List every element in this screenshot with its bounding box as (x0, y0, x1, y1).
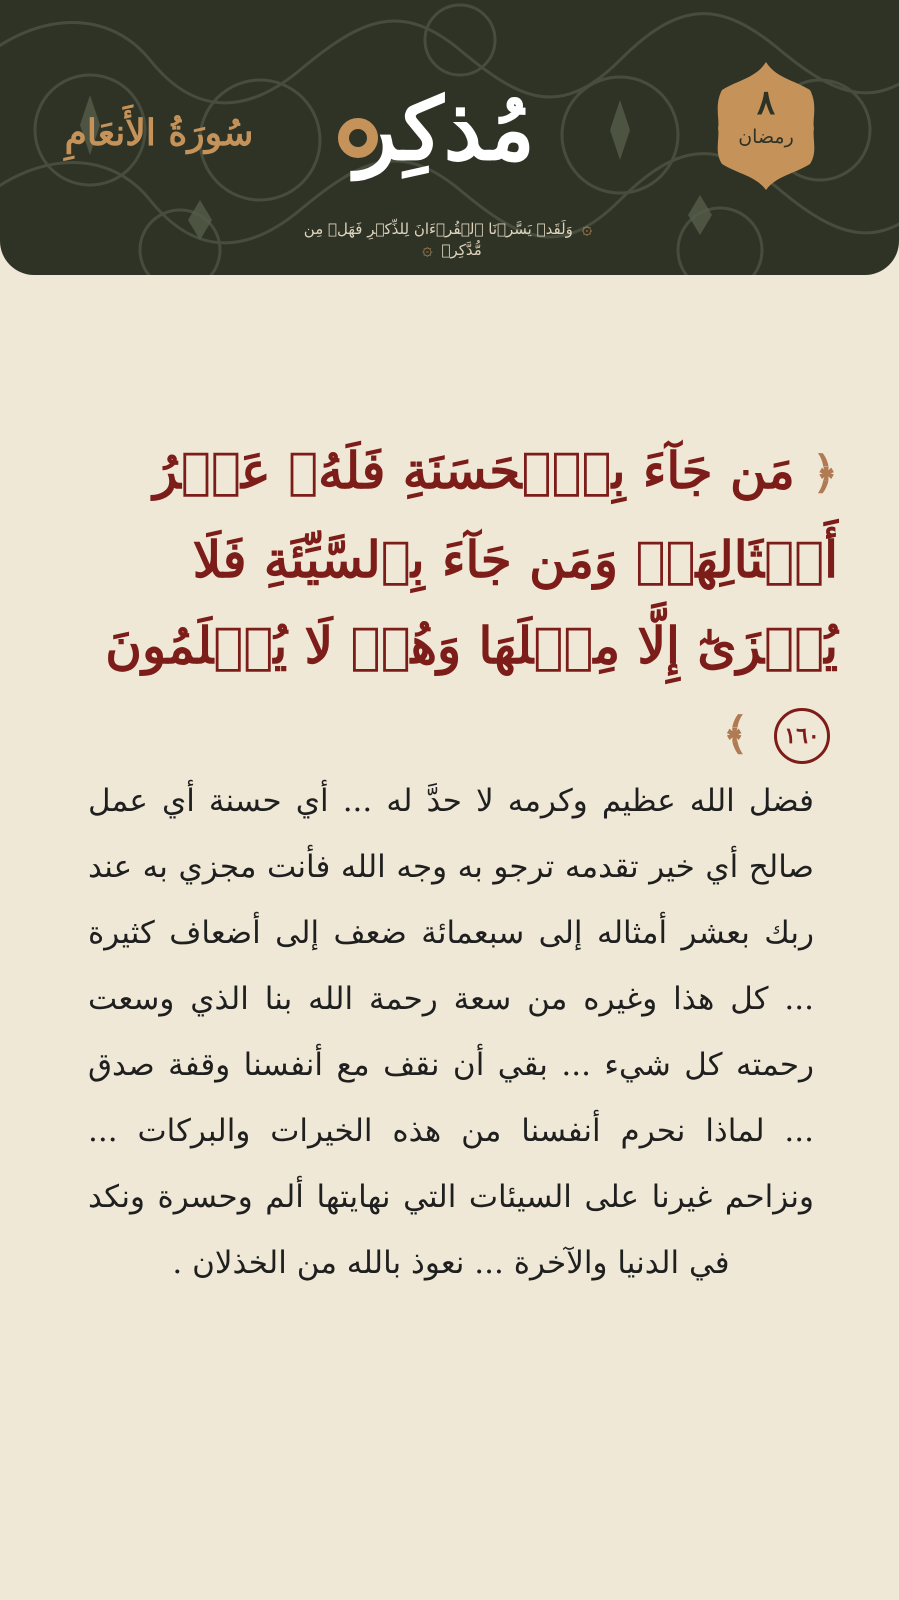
tagline-ornament-left: ۞ (422, 239, 433, 260)
verse-text: مَن جَآءَ بِٱلۡحَسَنَةِ فَلَهُۥ عَشۡرُ أَمۡثَالِهَاۖ وَمَن جَآءَ بِٱلسَّيِّئَةِ فَلَا يُجۡزَىٰٓ إِلَّا مِثۡلَهَا وَهُمۡ لَا يُظۡلَمُونَ (105, 441, 838, 675)
ramadan-day-badge (714, 60, 818, 192)
day-number: ٨ (756, 83, 776, 123)
commentary-text: فضل الله عظيم وكرمه لا حدَّ له ... أي حسنة أي عمل صالح أي خير تقدمه ترجو به وجه الله فأنت مجزي به عند ربك بعشر أمثاله إلى سبعمائة ضعف إلى أضعاف كثيرة ... كل هذا وغيره من سعة رحمة الله بنا الذي وسعت رحمته كل شيء ... بقي أن نقف مع أنفسنا وقفة صدق ... لماذا نحرم أنفسنا من هذه الخيرات والبركات ... ونزاحم غيرنا على السيئات التي نهايتها ألم وحسرة ونكد في الدنيا والآخرة ... نعوذ بالله من الخذلان . (88, 783, 814, 1281)
verse-close-bracket: ﴾ (722, 709, 749, 760)
tagline-text: وَلَقَدۡ يَسَّرۡنَا ٱلۡقُرۡءَانَ لِلذِّكۡرِ فَهَلۡ مِن مُّدَّكِرٖ (303, 220, 573, 259)
verse-number: ١٦٠ (774, 708, 830, 764)
tagline (300, 218, 600, 260)
verse-open-bracket: ﴿ (812, 448, 838, 499)
month-label: رمضان (738, 126, 794, 148)
tagline-ornament-right: ۞ (581, 218, 593, 239)
header-banner (0, 0, 899, 275)
surah-name: سُورَةُ الأَنعَامِ (64, 112, 254, 154)
app-logo: مُذكِر (355, 79, 535, 180)
quran-verse (78, 428, 838, 778)
